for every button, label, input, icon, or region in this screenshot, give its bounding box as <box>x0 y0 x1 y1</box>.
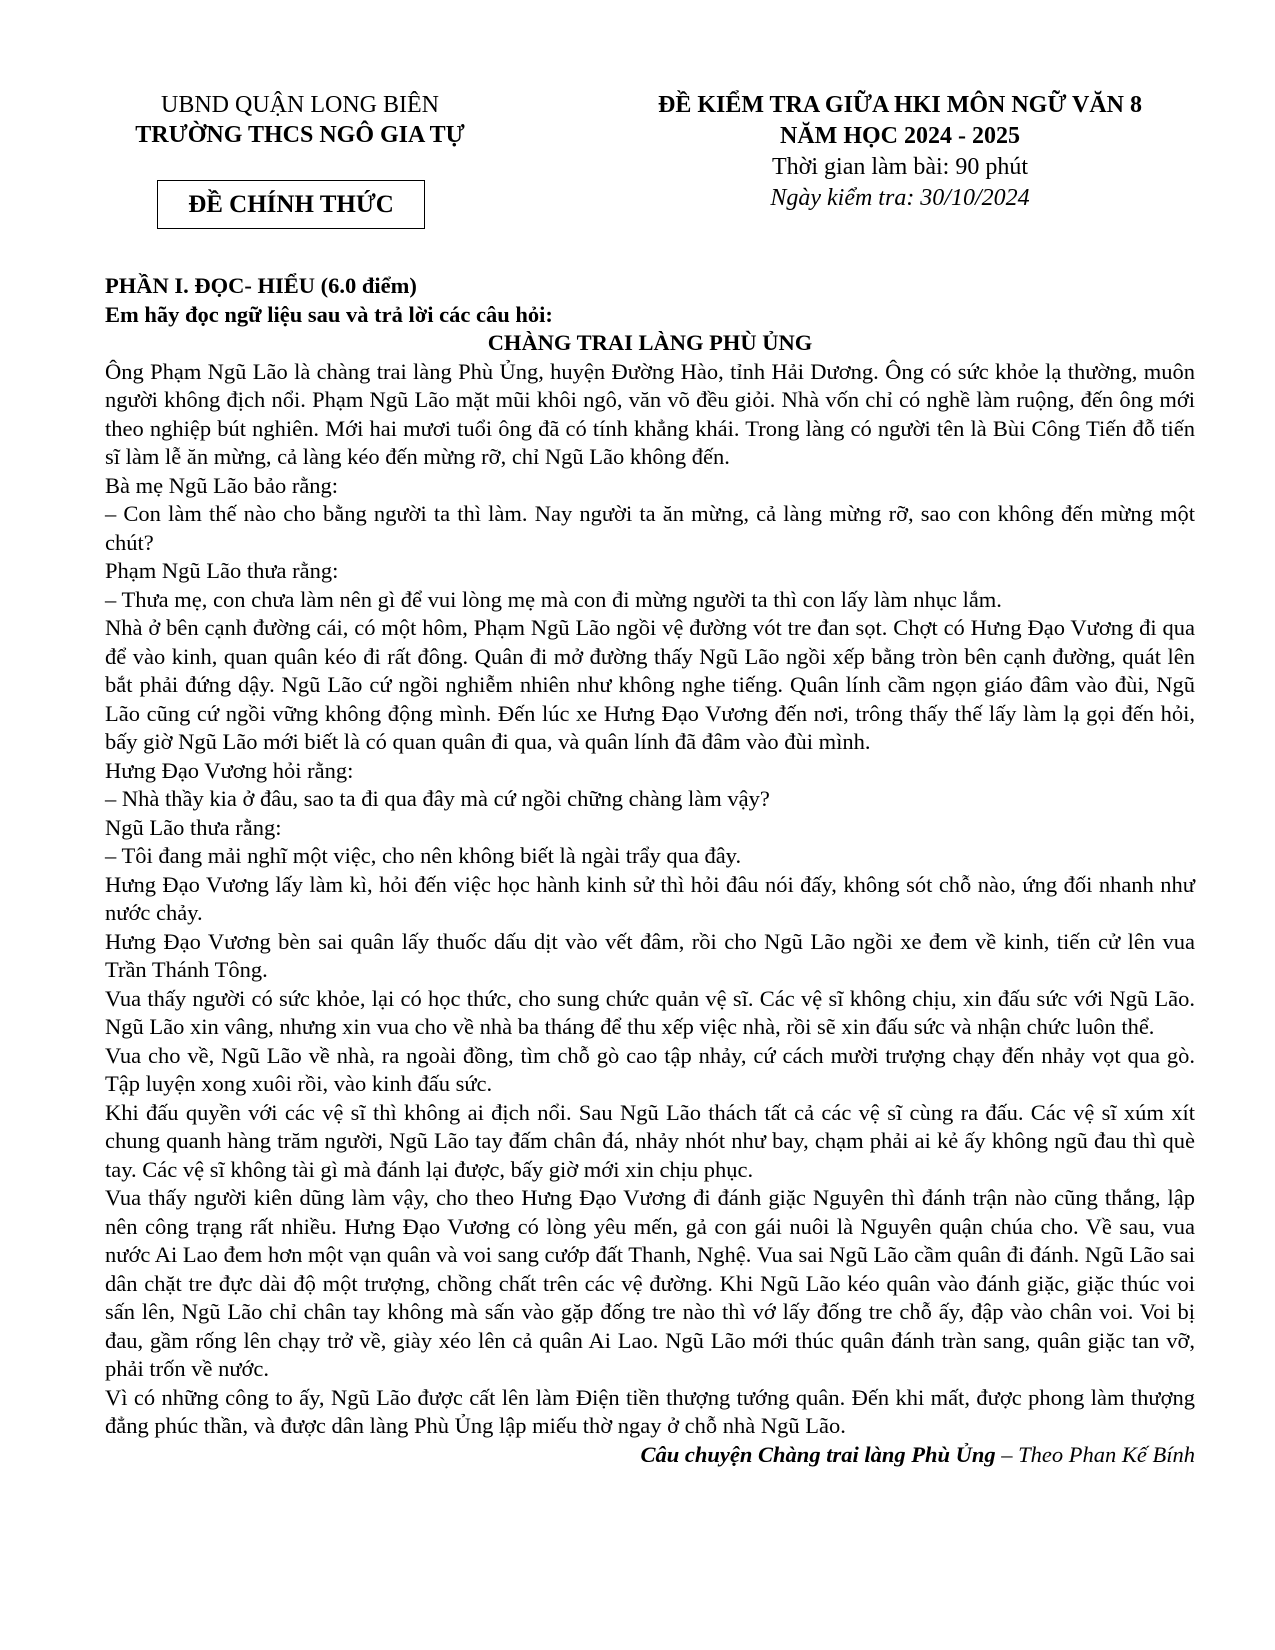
paragraph: Vì có những công to ấy, Ngũ Lão được cất lên làm Điện tiền thượng tướng quân. Đến khi mất, được phong làm thượng đẳng phúc thần, và được dân làng Phù Ủng lập miếu thờ ngay ở chỗ nhà Ngũ Lão. <box>105 1384 1195 1438</box>
source-citation <box>105 1441 1195 1470</box>
section-heading: PHẦN I. ĐỌC- HIỂU (6.0 điểm) <box>105 273 417 298</box>
header-right <box>600 90 1200 214</box>
paragraph: Hưng Đạo Vương bèn sai quân lấy thuốc dấu dịt vào vết đâm, rồi cho Ngũ Lão ngồi xe đem về kinh, tiến cử lên vua Trần Thánh Tông. <box>105 928 1195 982</box>
paragraph: – Tôi đang mải nghĩ một việc, cho nên không biết là ngài trẩy qua đây. <box>105 843 742 868</box>
paragraph: Bà mẹ Ngũ Lão bảo rằng: <box>105 472 339 498</box>
school-name: TRƯỜNG THCS NGÔ GIA TỰ <box>135 122 465 148</box>
paragraph: – Con làm thế nào cho bằng người ta thì làm. Nay người ta ăn mừng, cả làng mừng rỡ, sao con không đến mừng một chút? <box>105 501 1195 555</box>
paragraph: Hưng Đạo Vương lấy làm kì, hỏi đến việc học hành kinh sử thì hỏi đâu nói đấy, không sót chỗ nào, ứng đối nhanh như nước chảy. <box>105 871 1195 925</box>
paragraph: Phạm Ngũ Lão thưa rằng: <box>105 558 339 583</box>
story-title: CHÀNG TRAI LÀNG PHÙ ỦNG <box>487 330 813 355</box>
paragraph: – Thưa mẹ, con chưa làm nên gì để vui lòng mẹ mà con đi mừng người ta thì con lấy làm nhục lắm. <box>105 586 1002 612</box>
section-instruction: Em hãy đọc ngữ liệu sau và trả lời các câu hỏi: <box>105 301 553 327</box>
exam-duration: Thời gian làm bài: 90 phút <box>772 154 1028 180</box>
paragraph: Ông Phạm Ngũ Lão là chàng trai làng Phù Ủng, huyện Đường Hào, tỉnh Hải Dương. Ông có sức khỏe lạ thường, muôn người không địch nổi. Phạm Ngũ Lão mặt mũi khôi ngô, văn võ đều giỏi. Nhà vốn chỉ có nghề làm ruộng, đến ông mới theo nghiệp bút nghiên. Mới hai mươi tuổi ông đã có tính khẳng khái. Trong làng có người tên là Bùi Công Tiến đỗ tiến sĩ làm lễ ăn mừng, cả làng kéo đến mừng rỡ, chỉ Ngũ Lão không đến. <box>105 358 1195 469</box>
paragraph: Vua thấy người có sức khỏe, lại có học thức, cho sung chức quản vệ sĩ. Các vệ sĩ không chịu, xin đấu sức với Ngũ Lão. Ngũ Lão xin vâng, nhưng xin vua cho về nhà ba tháng để thu xếp việc nhà, rồi sẽ xin đấu sức và nhận chức luôn thể. <box>105 985 1195 1039</box>
reading-section <box>105 272 1195 1469</box>
header-left <box>105 90 495 150</box>
paragraph: Vua cho về, Ngũ Lão về nhà, ra ngoài đồng, tìm chỗ gò cao tập nhảy, cứ cách mười trượng chạy đến nhảy vọt qua gò. Tập luyện xong xuôi rồi, vào kinh đấu sức. <box>105 1042 1195 1096</box>
paragraph: – Nhà thầy kia ở đâu, sao ta đi qua đây mà cứ ngồi chững chàng làm vậy? <box>105 786 770 811</box>
paragraph: Ngũ Lão thưa rằng: <box>105 814 282 840</box>
exam-date: Ngày kiểm tra: 30/10/2024 <box>770 185 1030 211</box>
paragraph: Nhà ở bên cạnh đường cái, có một hôm, Phạm Ngũ Lão ngồi vệ đường vót tre đan sọt. Chợt có Hưng Đạo Vương đi qua để vào kinh, quan quân kéo đi rất đông. Quân đi mở đường thấy Ngũ Lão ngồi xếp bằng tròn bên cạnh đường, quát lên bắt phải đứng dậy. Ngũ Lão cứ ngồi nghiễm nhiên như không nghe tiếng. Quân lính cầm ngọn giáo đâm vào đùi, Ngũ Lão cũng cứ ngồi vững không động mình. Đến lúc xe Hưng Đạo Vương đến nơi, trông thấy thế lấy làm lạ gọi đến hỏi, bấy giờ Ngũ Lão mới biết là có quan quân đi qua, và quân lính đã đâm vào đùi mình. <box>105 615 1195 754</box>
paragraph: Hưng Đạo Vương hỏi rằng: <box>105 757 354 783</box>
district-name: UBND QUẬN LONG BIÊN <box>161 92 439 118</box>
official-label-box <box>157 180 425 229</box>
exam-title: ĐỀ KIỂM TRA GIỮA HKI MÔN NGỮ VĂN 8 <box>657 92 1143 118</box>
school-year: NĂM HỌC 2024 - 2025 <box>780 123 1020 149</box>
paragraph: Vua thấy người kiên dũng làm vậy, cho theo Hưng Đạo Vương đi đánh giặc Nguyên thì đánh trận nào cũng thắng, lập nên công trạng rất nhiều. Hưng Đạo Vương có lòng yêu mến, gả con gái nuôi là Nguyên quận chúa cho. Về sau, vua nước Ai Lao đem hơn một vạn quân và voi sang cướp đất Thanh, Nghệ. Vua sai Ngũ Lão cầm quân đi đánh. Ngũ Lão sai dân chặt tre đực dài độ một trượng, chồng chất trên các vệ đường. Khi Ngũ Lão kéo quân vào đánh giặc, giặc thúc voi sấn lên, Ngũ Lão chỉ chân tay không mà sấn vào gặp đống tre nào thì vớ lấy đống tre chỗ ấy, đập vào chân voi. Voi bị đau, gầm rống lên chạy trở về, giày xéo lên cả quân Ai Lao. Ngũ Lão mới thúc quân đánh tràn sang, quân giặc tan vỡ, phải trốn về nước. <box>105 1185 1195 1381</box>
source-work: Câu chuyện Chàng trai làng Phù Ủng <box>640 1441 996 1467</box>
source-author: – Theo Phan Kế Bính <box>995 1441 1195 1467</box>
paragraph: Khi đấu quyền với các vệ sĩ thì không ai địch nổi. Sau Ngũ Lão thách tất cả các vệ sĩ cùng ra đấu. Các vệ sĩ xúm xít chung quanh hàng trăm người, Ngũ Lão tay đấm chân đá, nhảy nhót như bay, chạm phải ai kẻ ấy không ngũ đau thì què tay. Các vệ sĩ không tài gì mà đánh lại được, bấy giờ mới xin chịu phục. <box>105 1099 1195 1182</box>
official-label: ĐỀ CHÍNH THỨC <box>188 190 394 218</box>
